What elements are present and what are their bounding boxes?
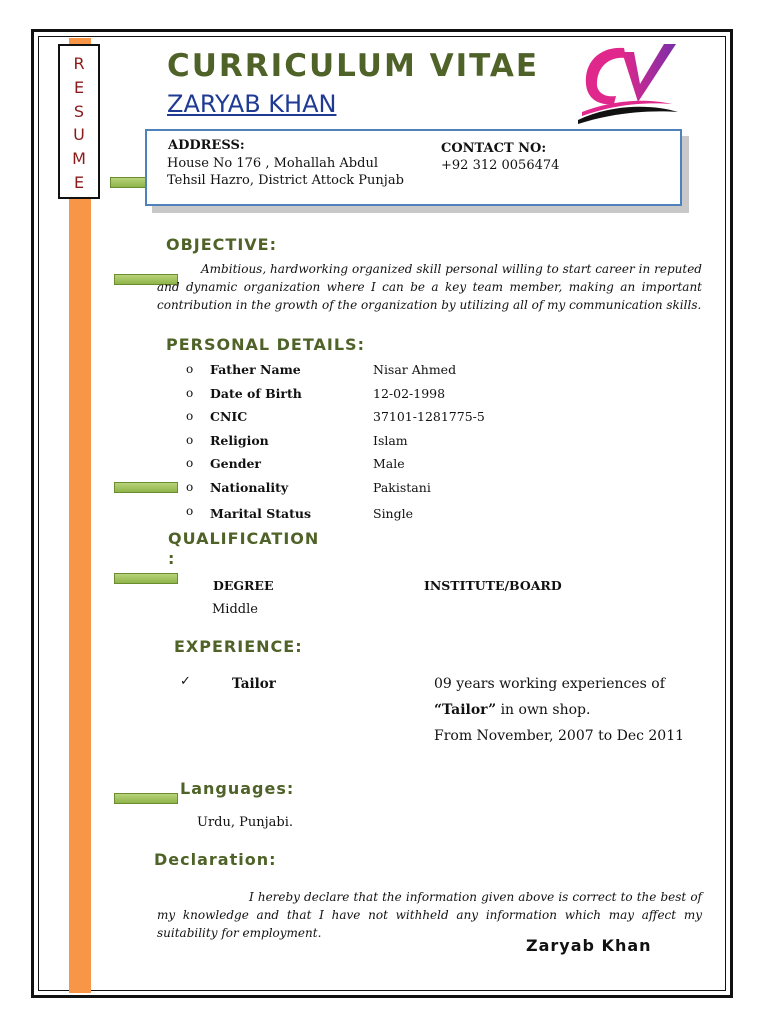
qualification-heading-colon: : (168, 549, 176, 568)
cv-logo-icon (572, 40, 684, 128)
green-tab-marker (114, 573, 178, 584)
list-bullet: o (186, 433, 194, 447)
list-bullet: o (186, 480, 194, 494)
resume-letter: E (73, 77, 85, 97)
detail-label: Gender (210, 456, 261, 471)
experience-heading: EXPERIENCE: (174, 637, 303, 656)
institute-column-header: INSTITUTE/BOARD (424, 578, 562, 593)
list-bullet: o (186, 409, 194, 423)
detail-value: 12-02-1998 (373, 386, 446, 401)
experience-role-quote: “Tailor” (434, 702, 497, 718)
objective-paragraph: Ambitious, hardworking organized skill personal willing to start career in reputed and dynamic organization where I can be a key team member, making an important contribution in the growth of the organization by utilizing all of my communication skills. (157, 262, 702, 312)
detail-label: CNIC (210, 409, 248, 424)
resume-letter: R (73, 54, 85, 73)
resume-side-label (58, 44, 100, 199)
contact-box (145, 129, 682, 206)
address-label: ADDRESS: (168, 138, 245, 153)
candidate-name: ZARYAB KHAN (167, 90, 337, 118)
green-tab-marker (114, 793, 178, 804)
detail-value: Pakistani (373, 480, 431, 495)
list-bullet: o (186, 456, 194, 470)
contact-label: CONTACT NO: (441, 141, 547, 156)
resume-letter: E (73, 172, 85, 192)
detail-value: Islam (373, 433, 408, 448)
detail-label: Father Name (210, 362, 301, 377)
contact-number: +92 312 0056474 (441, 158, 560, 173)
list-bullet: o (186, 362, 194, 376)
declaration-paragraph: I hereby declare that the information given above is correct to the best of my knowledge and that I have not withheld any information which may affect my suitability for employment. (157, 890, 702, 940)
degree-column-header: DEGREE (213, 578, 274, 593)
qualification-heading: QUALIFICATION (168, 529, 320, 548)
resume-letter: S (73, 101, 85, 121)
resume-letter: U (73, 125, 85, 145)
personal-details-heading: PERSONAL DETAILS: (166, 335, 365, 354)
languages-text: Urdu, Punjabi. (197, 815, 294, 830)
experience-line-rest: in own shop. (496, 702, 591, 718)
declaration-text (157, 888, 702, 942)
list-bullet: o (186, 504, 194, 518)
detail-value: Male (373, 456, 405, 471)
languages-heading: Languages: (180, 779, 295, 798)
experience-line (434, 702, 590, 718)
declaration-heading: Declaration: (154, 850, 277, 869)
detail-label: Date of Birth (210, 386, 302, 401)
experience-line: From November, 2007 to Dec 2011 (434, 728, 685, 744)
objective-text (157, 260, 702, 314)
degree-value: Middle (212, 602, 258, 617)
detail-value: Nisar Ahmed (373, 362, 457, 377)
experience-role: Tailor (232, 676, 276, 692)
detail-value: Single (373, 506, 414, 521)
detail-value: 37101-1281775-5 (373, 409, 485, 424)
address-line: Tehsil Hazro, District Attock Punjab (167, 173, 404, 188)
resume-letter: M (72, 149, 86, 169)
objective-heading: OBJECTIVE: (166, 235, 277, 254)
checkmark-icon: ✓ (180, 674, 191, 689)
detail-label: Religion (210, 433, 269, 448)
signature-name: Zaryab Khan (526, 936, 652, 955)
green-tab-marker (114, 482, 178, 493)
list-bullet: o (186, 386, 194, 400)
experience-line: 09 years working experiences of (434, 676, 665, 692)
page-title: CURRICULUM VITAE (167, 48, 540, 84)
detail-label: Marital Status (210, 506, 312, 521)
address-line: House No 176 , Mohallah Abdul (167, 156, 378, 171)
detail-label: Nationality (210, 480, 289, 495)
